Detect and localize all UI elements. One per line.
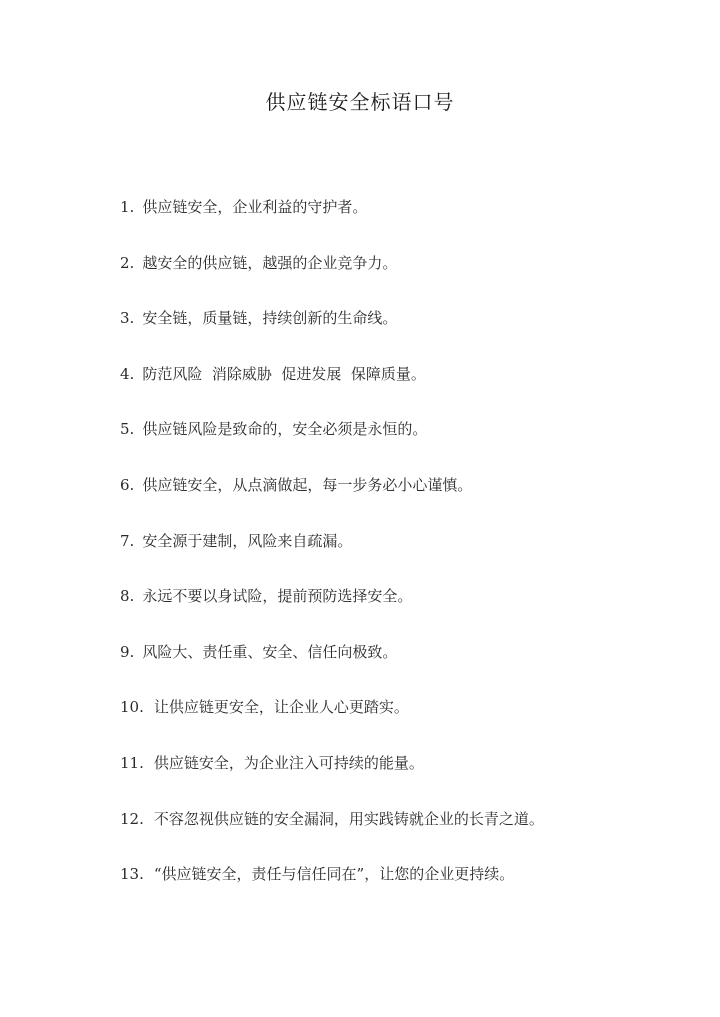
item-text: 风险大、责任重、安全、信任向极致。: [142, 642, 398, 661]
item-number: 13.: [120, 865, 144, 884]
list-item: [120, 418, 544, 474]
item-text: 永远不要以身试险，提前预防选择安全。: [142, 587, 413, 606]
list-item: [120, 808, 544, 864]
list-item: [120, 641, 544, 697]
item-number: 12.: [120, 809, 144, 828]
item-number: 11.: [120, 753, 144, 772]
item-text: “供应链安全，责任与信任同在”，让您的企业更持续。: [153, 865, 515, 884]
item-number: 1.: [120, 198, 135, 216]
item-number: 7.: [120, 531, 135, 550]
item-text: 安全源于建制，风险来自疏漏。: [142, 531, 353, 550]
item-text: 供应链安全，从点滴做起，每一步务必小心谨慎。: [142, 475, 473, 494]
item-number: 9.: [120, 642, 135, 661]
item-number: 3.: [120, 309, 135, 328]
list-item: [120, 196, 544, 252]
item-number: 2.: [120, 253, 135, 272]
document-title: 供应链安全标语口号: [265, 90, 455, 114]
item-number: 6.: [120, 475, 135, 494]
item-text: 供应链安全，为企业注入可持续的能量。: [153, 753, 424, 772]
item-number: 10.: [120, 698, 144, 717]
list-item: [120, 863, 544, 919]
item-text: 供应链安全，企业利益的守护者。: [142, 198, 368, 216]
item-text: 安全链，质量链，持续创新的生命线。: [142, 309, 398, 328]
item-number: 4.: [120, 364, 135, 383]
list-item: [120, 252, 544, 308]
list-item: [120, 474, 544, 530]
item-text: 供应链风险是致命的，安全必须是永恒的。: [142, 420, 428, 439]
item-number: 8.: [120, 587, 135, 606]
list-item: [120, 530, 544, 586]
list-item: [120, 696, 544, 752]
item-number: 5.: [120, 420, 135, 439]
list-item: [120, 363, 544, 419]
slogan-list: [120, 196, 544, 919]
item-text: 越安全的供应链，越强的企业竞争力。: [142, 253, 398, 272]
list-item: [120, 307, 544, 363]
item-text: 不容忽视供应链的安全漏洞，用实践铸就企业的长青之道。: [153, 809, 544, 828]
list-item: [120, 585, 544, 641]
item-text: 防范风险 消除威胁 促进发展 保障质量。: [142, 364, 426, 383]
item-text: 让供应链更安全，让企业人心更踏实。: [153, 698, 409, 717]
list-item: [120, 752, 544, 808]
